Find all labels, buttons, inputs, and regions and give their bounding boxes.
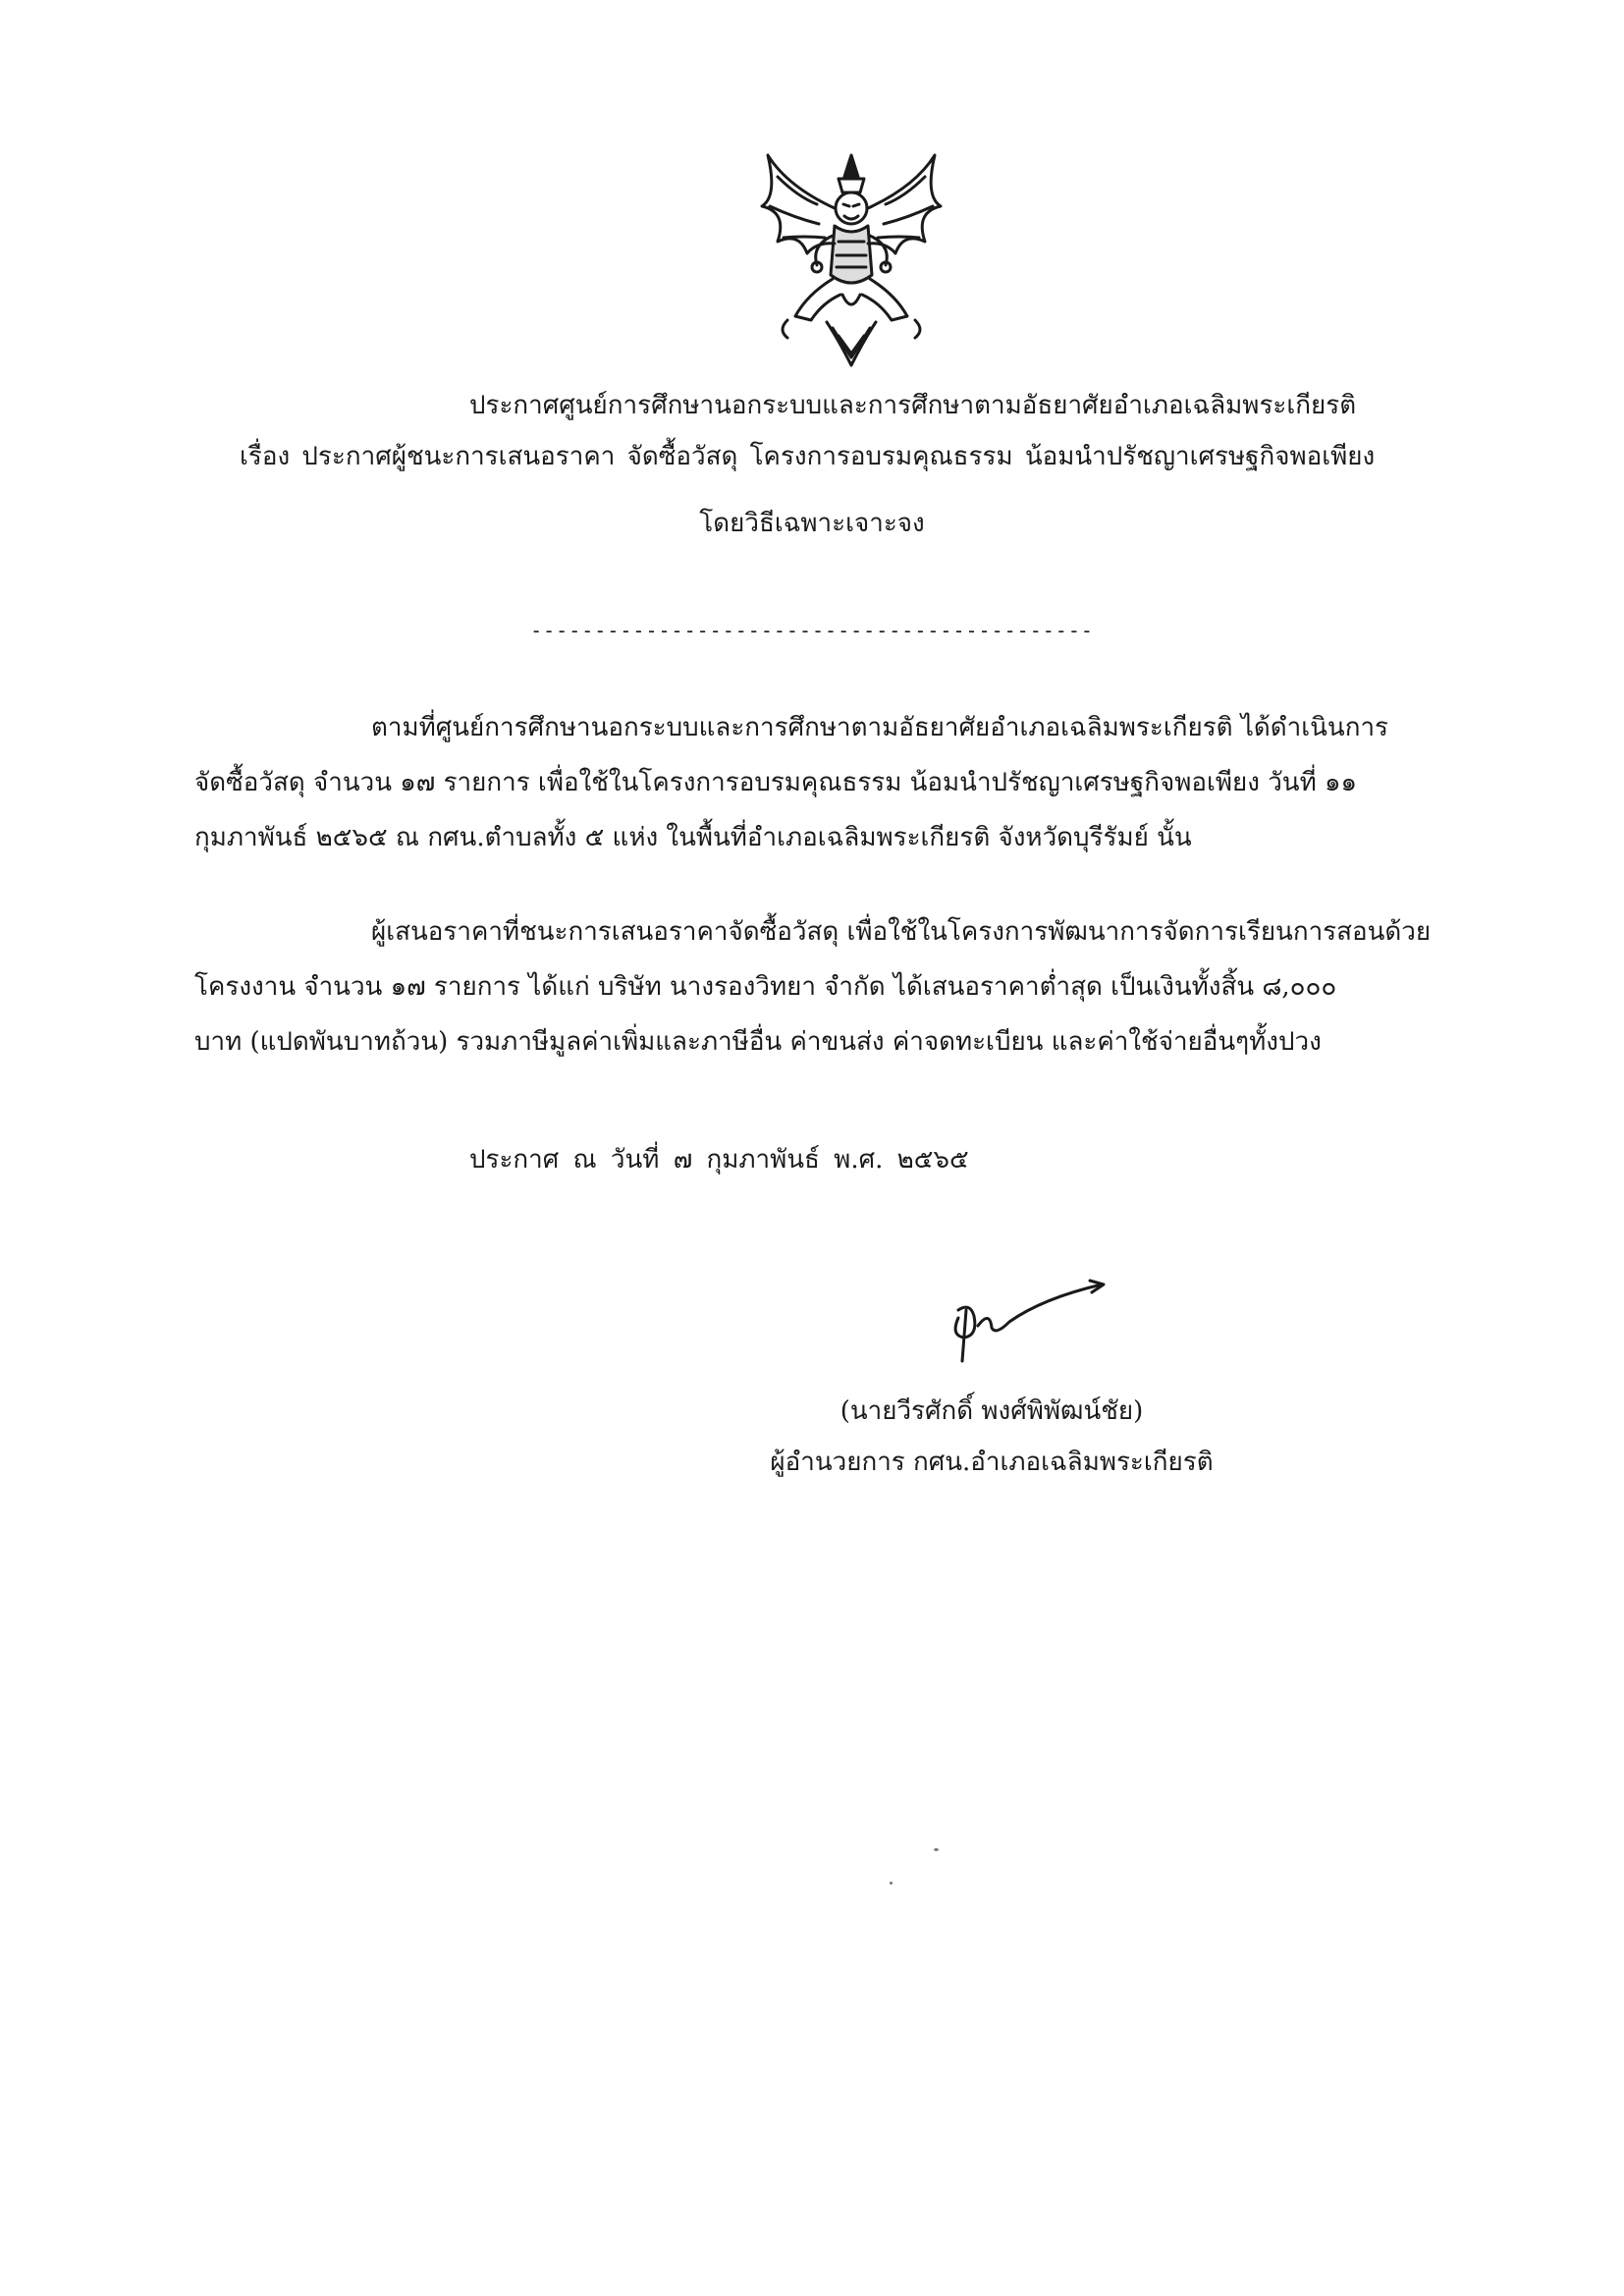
signer-title: ผู้อำนวยการ กศน.อำเภอเฉลิมพระเกียรติ xyxy=(770,1448,1214,1477)
garuda-emblem-icon xyxy=(748,147,954,373)
announcement-issuer: ประกาศศูนย์การศึกษานอกระบบและการศึกษาตามอัธยาศัยอำเภอเฉลิมพระเกียรติ xyxy=(469,391,1357,420)
scan-speck xyxy=(934,1848,939,1851)
paragraph-line: ตามที่ศูนย์การศึกษานอกระบบและการศึกษาตามอัธยาศัยอำเภอเฉลิมพระเกียรติ ได้ดำเนินการ xyxy=(371,713,1389,742)
paragraph-winner xyxy=(194,915,1496,1080)
paragraph-procurement xyxy=(194,711,1496,876)
paragraph-line: จัดซื้อวัสดุ จำนวน ๑๗ รายการ เพื่อใช้ในโครงการอบรมคุณธรรม น้อมนำปรัชญาเศรษฐกิจพอเพียง วันที่ ๑๑ xyxy=(194,768,1357,797)
paragraph-line: บาท (แปดพันบาทถ้วน) รวมภาษีมูลค่าเพิ่มและภาษีอื่น ค่าขนส่ง ค่าจดทะเบียน และค่าใช้จ่ายอื่นๆทั้งปวง xyxy=(194,1027,1322,1057)
announcement-date: ประกาศ ณ วันที่ ๗ กุมภาพันธ์ พ.ศ. ๒๕๖๕ xyxy=(469,1145,969,1175)
handwritten-signature-icon xyxy=(945,1267,1111,1365)
signer-name: (นายวีรศักดิ์ พงศ์พิพัฒน์ชัย) xyxy=(839,1396,1144,1426)
divider-line: -------------------------------------------- xyxy=(530,619,1094,642)
paragraph-line: กุมภาพันธ์ ๒๕๖๕ ณ กศน.ตำบลทั้ง ๕ แห่ง ในพื้นที่อำเภอเฉลิมพระเกียรติ จังหวัดบุรีรัมย์ นั้น xyxy=(194,823,1192,852)
paragraph-line: ผู้เสนอราคาที่ชนะการเสนอราคาจัดซื้อวัสดุ เพื่อใช้ในโครงการพัฒนาการจัดการเรียนการสอนด้วย xyxy=(371,917,1432,947)
announcement-method: โดยวิธีเฉพาะเจาะจง xyxy=(699,509,925,538)
announcement-subject: เรื่อง ประกาศผู้ชนะการเสนอราคา จัดซื้อวัสดุ โครงการอบรมคุณธรรม น้อมนำปรัชญาเศรษฐกิจพอเพียง xyxy=(240,442,1376,471)
paragraph-line: โครงงาน จำนวน ๑๗ รายการ ได้แก่ บริษัท นางรองวิทยา จำกัด ได้เสนอราคาต่ำสุด เป็นเงินทั้งสิ้น ๘,๐๐๐ xyxy=(194,972,1337,1002)
scan-speck xyxy=(890,1882,893,1885)
